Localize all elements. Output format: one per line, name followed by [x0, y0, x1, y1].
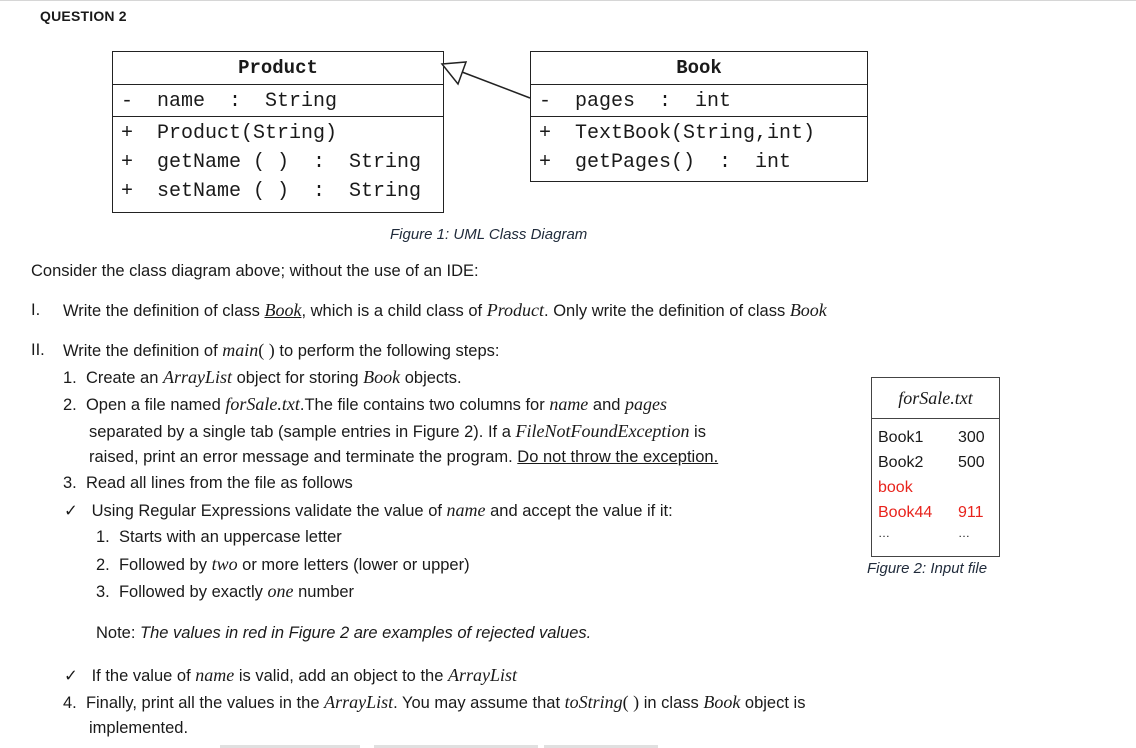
rule-item: 2. Followed by two or more letters (lower or upper)	[96, 554, 470, 574]
file-row-name-rejected: book	[878, 479, 913, 496]
part2-text: Write the definition of main( ) to perform the following steps:	[63, 340, 500, 360]
book-methods	[531, 117, 867, 177]
note: Note: The values in red in Figure 2 are examples of rejected values.	[96, 624, 592, 642]
no-throw-emphasis: Do not throw the exception.	[517, 448, 719, 466]
book-attributes	[531, 85, 867, 117]
book-method: + TextBook(String,int)	[539, 122, 816, 145]
step2-line3: raised, print an error message and terminate the program. Do not throw the exception.	[89, 448, 719, 466]
step1: 1. Create an ArrayList object for storing Book objects.	[63, 367, 462, 387]
top-border-line	[0, 0, 1136, 1]
product-method: + getName ( ) : String	[121, 151, 422, 174]
step3: 3. Read all lines from the file as follows	[63, 474, 353, 492]
file-row-pages: 300	[958, 429, 985, 446]
file-row-name-rejected: Book44	[878, 504, 933, 521]
check1: ✓ Using Regular Expressions validate the value of name and accept the value if it:	[64, 500, 673, 520]
file-row-name: Book1	[878, 429, 924, 446]
input-file-title: forSale.txt	[872, 378, 999, 419]
figure1-caption: Figure 1: UML Class Diagram	[390, 226, 588, 243]
file-row-pages: 500	[958, 454, 985, 471]
checkmark-icon: ✓	[64, 502, 78, 520]
part2-numeral: II.	[31, 341, 45, 359]
part1-numeral: I.	[31, 301, 41, 319]
file-row-ellipsis: …	[878, 526, 890, 540]
rule-item: 3. Followed by exactly one number	[96, 581, 355, 601]
checkmark-icon: ✓	[64, 667, 78, 685]
rule-item: 1. Starts with an uppercase letter	[96, 528, 342, 546]
figure2-caption: Figure 2: Input file	[867, 560, 988, 577]
input-file-table	[871, 377, 1000, 557]
product-class-name: Product	[113, 52, 443, 85]
intro-text: Consider the class diagram above; without the use of an IDE:	[31, 262, 479, 280]
book-class-ref: Book	[264, 300, 302, 320]
hollow-triangle-icon	[442, 62, 466, 84]
step4-line2: implemented.	[89, 719, 189, 737]
question-heading: QUESTION 2	[40, 8, 127, 24]
file-row-ellipsis: …	[958, 526, 970, 540]
product-methods	[113, 117, 443, 206]
book-class-name: Book	[531, 52, 867, 85]
file-row-pages-rejected: 911	[958, 504, 984, 521]
part1-text: Write the definition of class Book, which is a child class of Product. Only write the definition of class Book	[63, 300, 827, 320]
book-method: + getPages() : int	[539, 151, 792, 174]
step2-line1: 2. Open a file named forSale.txt.The file contains two columns for name and pages	[63, 394, 668, 414]
uml-class-book	[530, 51, 868, 182]
file-row-name: Book2	[878, 454, 924, 471]
step2-line2: separated by a single tab (sample entries in Figure 2). If a FileNotFoundException is	[89, 421, 706, 441]
product-method: + setName ( ) : String	[121, 180, 422, 203]
product-method: + Product(String)	[121, 122, 338, 145]
product-attributes	[113, 85, 443, 117]
book-attribute: - pages : int	[539, 90, 732, 113]
product-attribute: - name : String	[121, 90, 338, 113]
check2: ✓ If the value of name is valid, add an object to the ArrayList	[64, 665, 517, 685]
step4-line1: 4. Finally, print all the values in the ArrayList. You may assume that toString( ) in class Book object is	[63, 692, 806, 712]
uml-class-product	[112, 51, 444, 213]
